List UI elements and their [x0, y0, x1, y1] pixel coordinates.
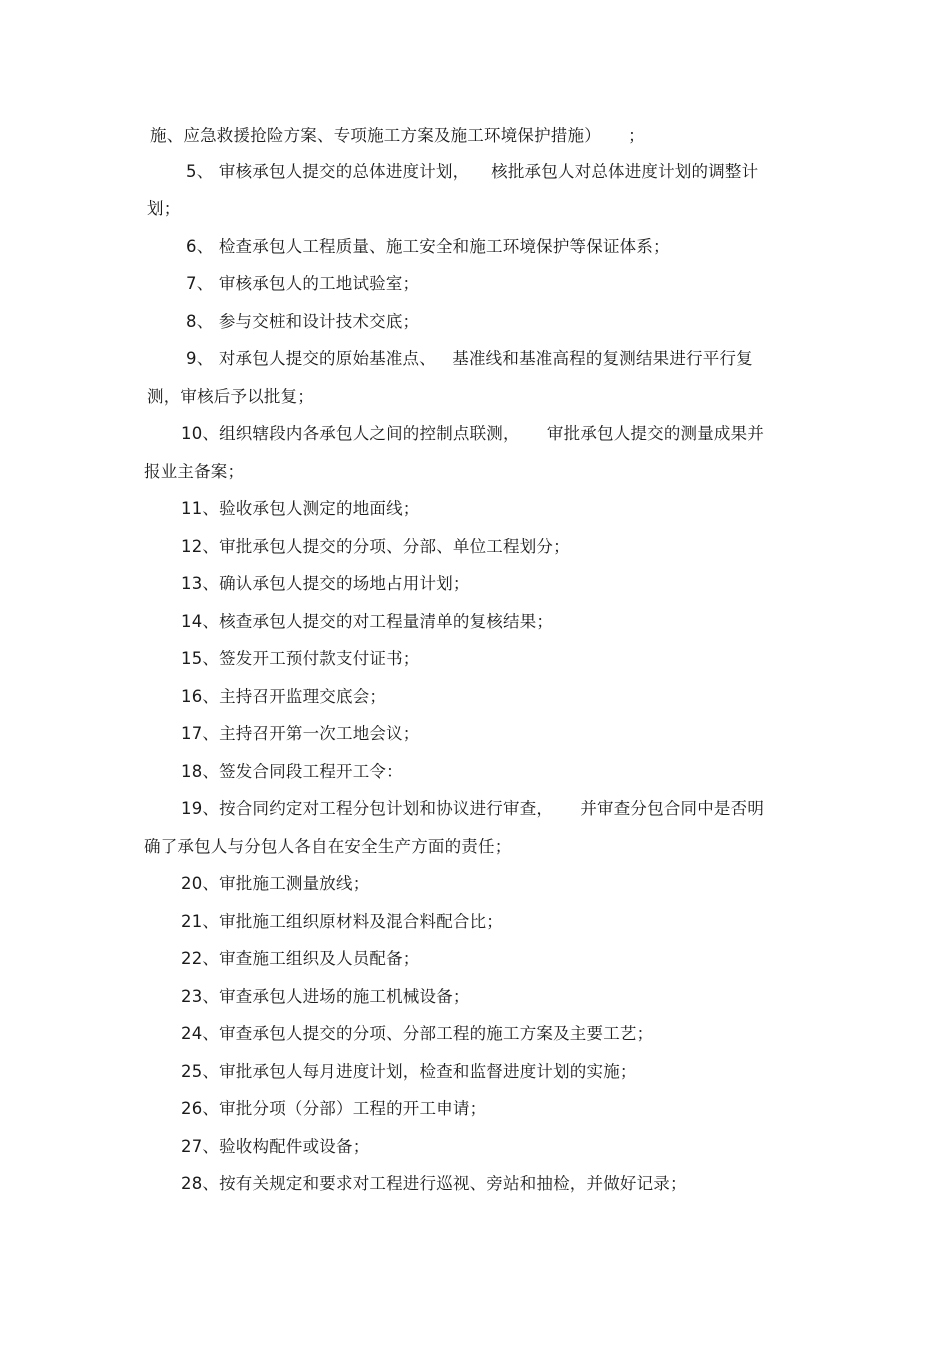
text-line: 26、审批分项（分部）工程的开工申请； [181, 1099, 487, 1118]
text-line: 23、审查承包人进场的施工机械设备； [181, 987, 470, 1006]
text-line: 测，审核后予以批复； [147, 387, 314, 406]
text-line: 5、 审核承包人提交的总体进度计划， 核批承包人对总体进度计划的调整计 [186, 162, 759, 181]
text-line: 24、审查承包人提交的分项、分部工程的施工方案及主要工艺； [181, 1024, 654, 1043]
text-line: 12、审批承包人提交的分项、分部、单位工程划分； [181, 537, 570, 556]
text-line: 22、审查施工组织及人员配备； [181, 949, 420, 968]
text-line: 施、应急救援抢险方案、专项施工方案及施工环境保护措施） ； [150, 126, 645, 145]
text-line: 9、 对承包人提交的原始基准点、 基准线和基准高程的复测结果进行平行复 [186, 349, 753, 368]
text-line: 8、 参与交桩和设计技术交底； [186, 312, 420, 331]
text-line: 6、 检查承包人工程质量、施工安全和施工环境保护等保证体系； [186, 237, 670, 256]
text-line: 19、按合同约定对工程分包计划和协议进行审查， 并审查分包合同中是否明 [181, 799, 765, 818]
text-line: 16、主持召开监理交底会； [181, 687, 387, 706]
text-line: 10、组织辖段内各承包人之间的控制点联测， 审批承包人提交的测量成果并 [181, 424, 765, 443]
text-line: 14、核查承包人提交的对工程量清单的复核结果； [181, 612, 554, 631]
text-line: 21、审批施工组织原材料及混合料配合比； [181, 912, 503, 931]
text-line: 确了承包人与分包人各自在安全生产方面的责任； [144, 837, 512, 856]
text-line: 18、签发合同段工程开工令： [181, 762, 403, 781]
text-line: 13、确认承包人提交的场地占用计划； [181, 574, 470, 593]
text-line: 28、按有关规定和要求对工程进行巡视、旁站和抽检，并做好记录； [181, 1174, 687, 1193]
text-line: 7、 审核承包人的工地试验室； [186, 274, 420, 293]
text-line: 报业主备案； [144, 462, 245, 481]
text-line: 25、审批承包人每月进度计划，检查和监督进度计划的实施； [181, 1062, 637, 1081]
text-line: 划； [147, 199, 181, 218]
text-line: 17、主持召开第一次工地会议； [181, 724, 420, 743]
text-line: 15、签发开工预付款支付证书； [181, 649, 420, 668]
text-line: 27、验收构配件或设备； [181, 1137, 370, 1156]
text-line: 20、审批施工测量放线； [181, 874, 370, 893]
text-line: 11、验收承包人测定的地面线； [181, 499, 420, 518]
